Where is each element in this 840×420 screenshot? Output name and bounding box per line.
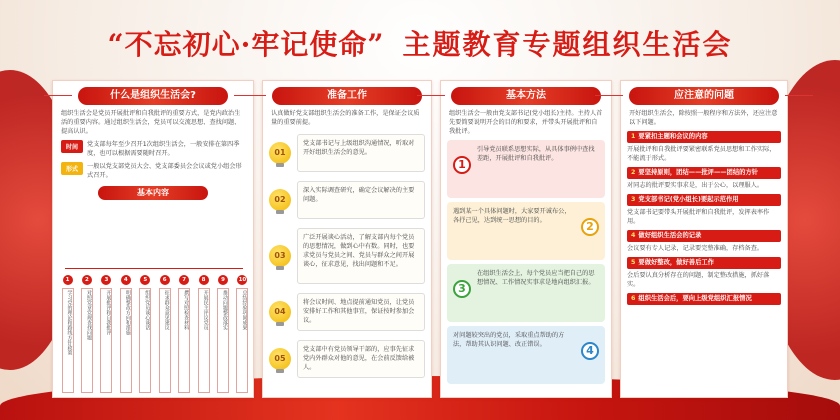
issue-title: 做好组织生活会的记录 — [638, 232, 702, 239]
issue-title: 组织生活会后，要向上级党组织汇报情况 — [638, 295, 752, 302]
issue-title: 党支部书记(党小组长)要起示范作用 — [638, 196, 739, 203]
bulb-icon: 02 — [269, 189, 291, 211]
tree-item-number: 4 — [121, 275, 131, 285]
page-header — [40, 18, 800, 68]
tag-text: 党支部每年至少召开1次组织生活会，一般安排在第四季度，也可以根据需要随时召开。 — [87, 141, 240, 157]
prep-step — [269, 291, 425, 333]
tree-item-text: 征求群众意见建议 — [159, 288, 171, 393]
panel-issues — [620, 80, 788, 398]
issue-text: 党支部书记要带头开展批评和自我批评，发挥表率作用。 — [627, 209, 770, 225]
tag-label: 时间 — [61, 140, 83, 153]
basic-content-heading: 基本内容 — [98, 186, 208, 200]
bulb-icon: 04 — [269, 301, 291, 323]
method-card — [447, 140, 605, 198]
prep-step-text: 党支部中有党员领导干部的，应事先征求党内外群众对他的意见，在会前反馈给被人。 — [297, 340, 425, 378]
tree-item-number: 8 — [199, 275, 209, 285]
tree-item-text: 学习党的理论和路线方针政策 — [62, 288, 74, 393]
basic-content-tree — [61, 275, 249, 393]
tree-item — [119, 275, 132, 393]
tree-item — [80, 275, 93, 393]
panel-heading: 应注意的问题 — [629, 87, 779, 105]
method-number: 3 — [453, 280, 471, 298]
panel-intro: 组织生活会一般由党支部书记(党小组长)主持。主持人首先要简要说明开会的目的和要求，并带头开展批评和自我批评。 — [449, 110, 603, 135]
panel-what-is — [52, 80, 254, 398]
issue-title: 要做好整改，做好善后工作 — [638, 259, 714, 266]
issue-title: 要坚持原则，团结——批评——团结的方针 — [638, 169, 759, 176]
method-card — [447, 202, 605, 260]
tree-item — [217, 275, 230, 393]
tag-label: 形式 — [61, 162, 83, 175]
bulb-icon: 03 — [269, 245, 291, 267]
tree-item-number: 10 — [238, 277, 247, 283]
issue-number: 5 — [631, 259, 636, 266]
method-card — [447, 326, 605, 384]
issue-text: 对同志的批评要实事求是，出于公心，以理服人。 — [627, 182, 764, 189]
prep-step-text: 深入实际调查研究，确定会议解决的主要问题。 — [297, 181, 425, 219]
tree-item-number: 5 — [140, 275, 150, 285]
bulb-icon: 05 — [269, 348, 291, 370]
panel-preparation — [262, 80, 432, 398]
issue-text: 开展批评和自我批评要紧密联系党员思想和工作实际，不能流于形式。 — [627, 146, 776, 162]
issue-heading — [627, 167, 781, 179]
issue-number: 2 — [631, 169, 636, 176]
panel-heading: 什么是组织生活会? — [78, 87, 228, 105]
issue-title: 要紧扣主题和会议的内容 — [638, 133, 708, 140]
method-number: 2 — [581, 218, 599, 236]
panel-intro: 认真做好党支部组织生活会的准备工作，是保证会议质量的重要前提。 — [271, 110, 420, 126]
prep-step-text: 广泛开展谈心活动，了解支部内每个党员的思想情况，做到心中有数。同时，也要求党员与党员之间、党员与群众之间开展谈心，征求意见，找出问题和不足。 — [297, 228, 425, 284]
panel-heading: 基本方法 — [451, 87, 601, 105]
panel-intro: 开好组织生活会，除按照一般程序和方法外，还应注意以下问题。 — [629, 110, 778, 126]
tree-item-number: 7 — [179, 275, 189, 285]
tag-text: 一般以党支部党员大会、党支部委员会会议或党小组会形式召开。 — [87, 163, 242, 179]
method-text: 对问题较突出的党员，采取重点帮助的方法，帮助其认识问题、改正错误。 — [453, 332, 565, 348]
panel-methods — [440, 80, 612, 398]
issue-heading — [627, 194, 781, 206]
tree-item — [178, 275, 191, 393]
title-main: “不忘初心·牢记使命” — [107, 28, 385, 61]
tree-item-text: 明确整改方向和措施 — [120, 288, 132, 393]
tree-item-text: 开展批评和自我批评 — [100, 288, 112, 393]
method-number: 4 — [581, 342, 599, 360]
method-number: 1 — [453, 156, 471, 174]
tree-item-text: 对照党章党规查找问题 — [81, 288, 93, 393]
panel-intro: 组织生活会是党员开展批评和自我批评的重要方式，是党内政治生活的重要内容。通过组织生活会，党员可以交流思想、查找问题、提高认识。 — [61, 110, 241, 135]
tree-item-number: 9 — [218, 275, 228, 285]
prep-step — [269, 179, 425, 221]
tree-item-text: 开展民主评议党员 — [198, 288, 210, 393]
tree-item — [236, 275, 249, 393]
tree-item — [61, 275, 74, 393]
issue-text: 会议要有专人记录，记录要完整准确，存档备查。 — [627, 245, 764, 252]
issue-heading — [627, 131, 781, 143]
issue-number: 6 — [631, 295, 636, 302]
tree-item — [100, 275, 113, 393]
bulb-icon: 01 — [269, 142, 291, 164]
method-text: 在组织生活会上，每个党员应当把自己的思想情况、工作情况实事求是地向组织汇报。 — [477, 270, 595, 286]
method-card — [447, 264, 605, 322]
issue-heading — [627, 230, 781, 242]
tree-item — [197, 275, 210, 393]
tree-item-number: 3 — [101, 275, 111, 285]
prep-step-text: 党支部书记与上级组织沟通情况，听取对开好组织生活会的意见。 — [297, 134, 425, 172]
tree-item — [139, 275, 152, 393]
method-text: 引导党员联系思想实际，从具体事例中查找差距，开展批评和自我批评。 — [477, 146, 595, 162]
issue-number: 1 — [631, 133, 636, 140]
tag-row-time — [61, 140, 245, 158]
issue-heading — [627, 257, 781, 269]
tree-item-text: 组织党员谈心谈话 — [139, 288, 151, 393]
prep-step — [269, 132, 425, 174]
issue-text: 会后要认真分析存在的问题，制定整改措施，抓好落实。 — [627, 272, 770, 288]
prep-step — [269, 226, 425, 286]
tree-item-text: 推动问题整改落实 — [217, 288, 229, 393]
issue-number: 3 — [631, 196, 636, 203]
panel-heading: 准备工作 — [272, 87, 422, 105]
tree-item-number: 6 — [160, 275, 170, 285]
tag-row-form — [61, 162, 245, 180]
method-text: 遇到某一个具体问题时，大家要开诚布公，各抒己见，达到统一思想的目的。 — [453, 208, 571, 224]
tree-item-number: 1 — [63, 275, 73, 285]
tree-item-number: 2 — [82, 275, 92, 285]
tree-item-text: 撰写对照检查材料 — [178, 288, 190, 393]
title-sub: 主题教育专题组织生活会 — [402, 28, 733, 61]
tree-item — [158, 275, 171, 393]
issue-heading — [627, 293, 781, 305]
issue-number: 4 — [631, 232, 636, 239]
prep-step-text: 将会议时间、地点提前通知党员，让党员安排好工作和其他事宜，保证按时参加会议。 — [297, 293, 425, 331]
prep-step — [269, 338, 425, 380]
tree-item-text: 总结经验巩固成果 — [236, 288, 248, 393]
